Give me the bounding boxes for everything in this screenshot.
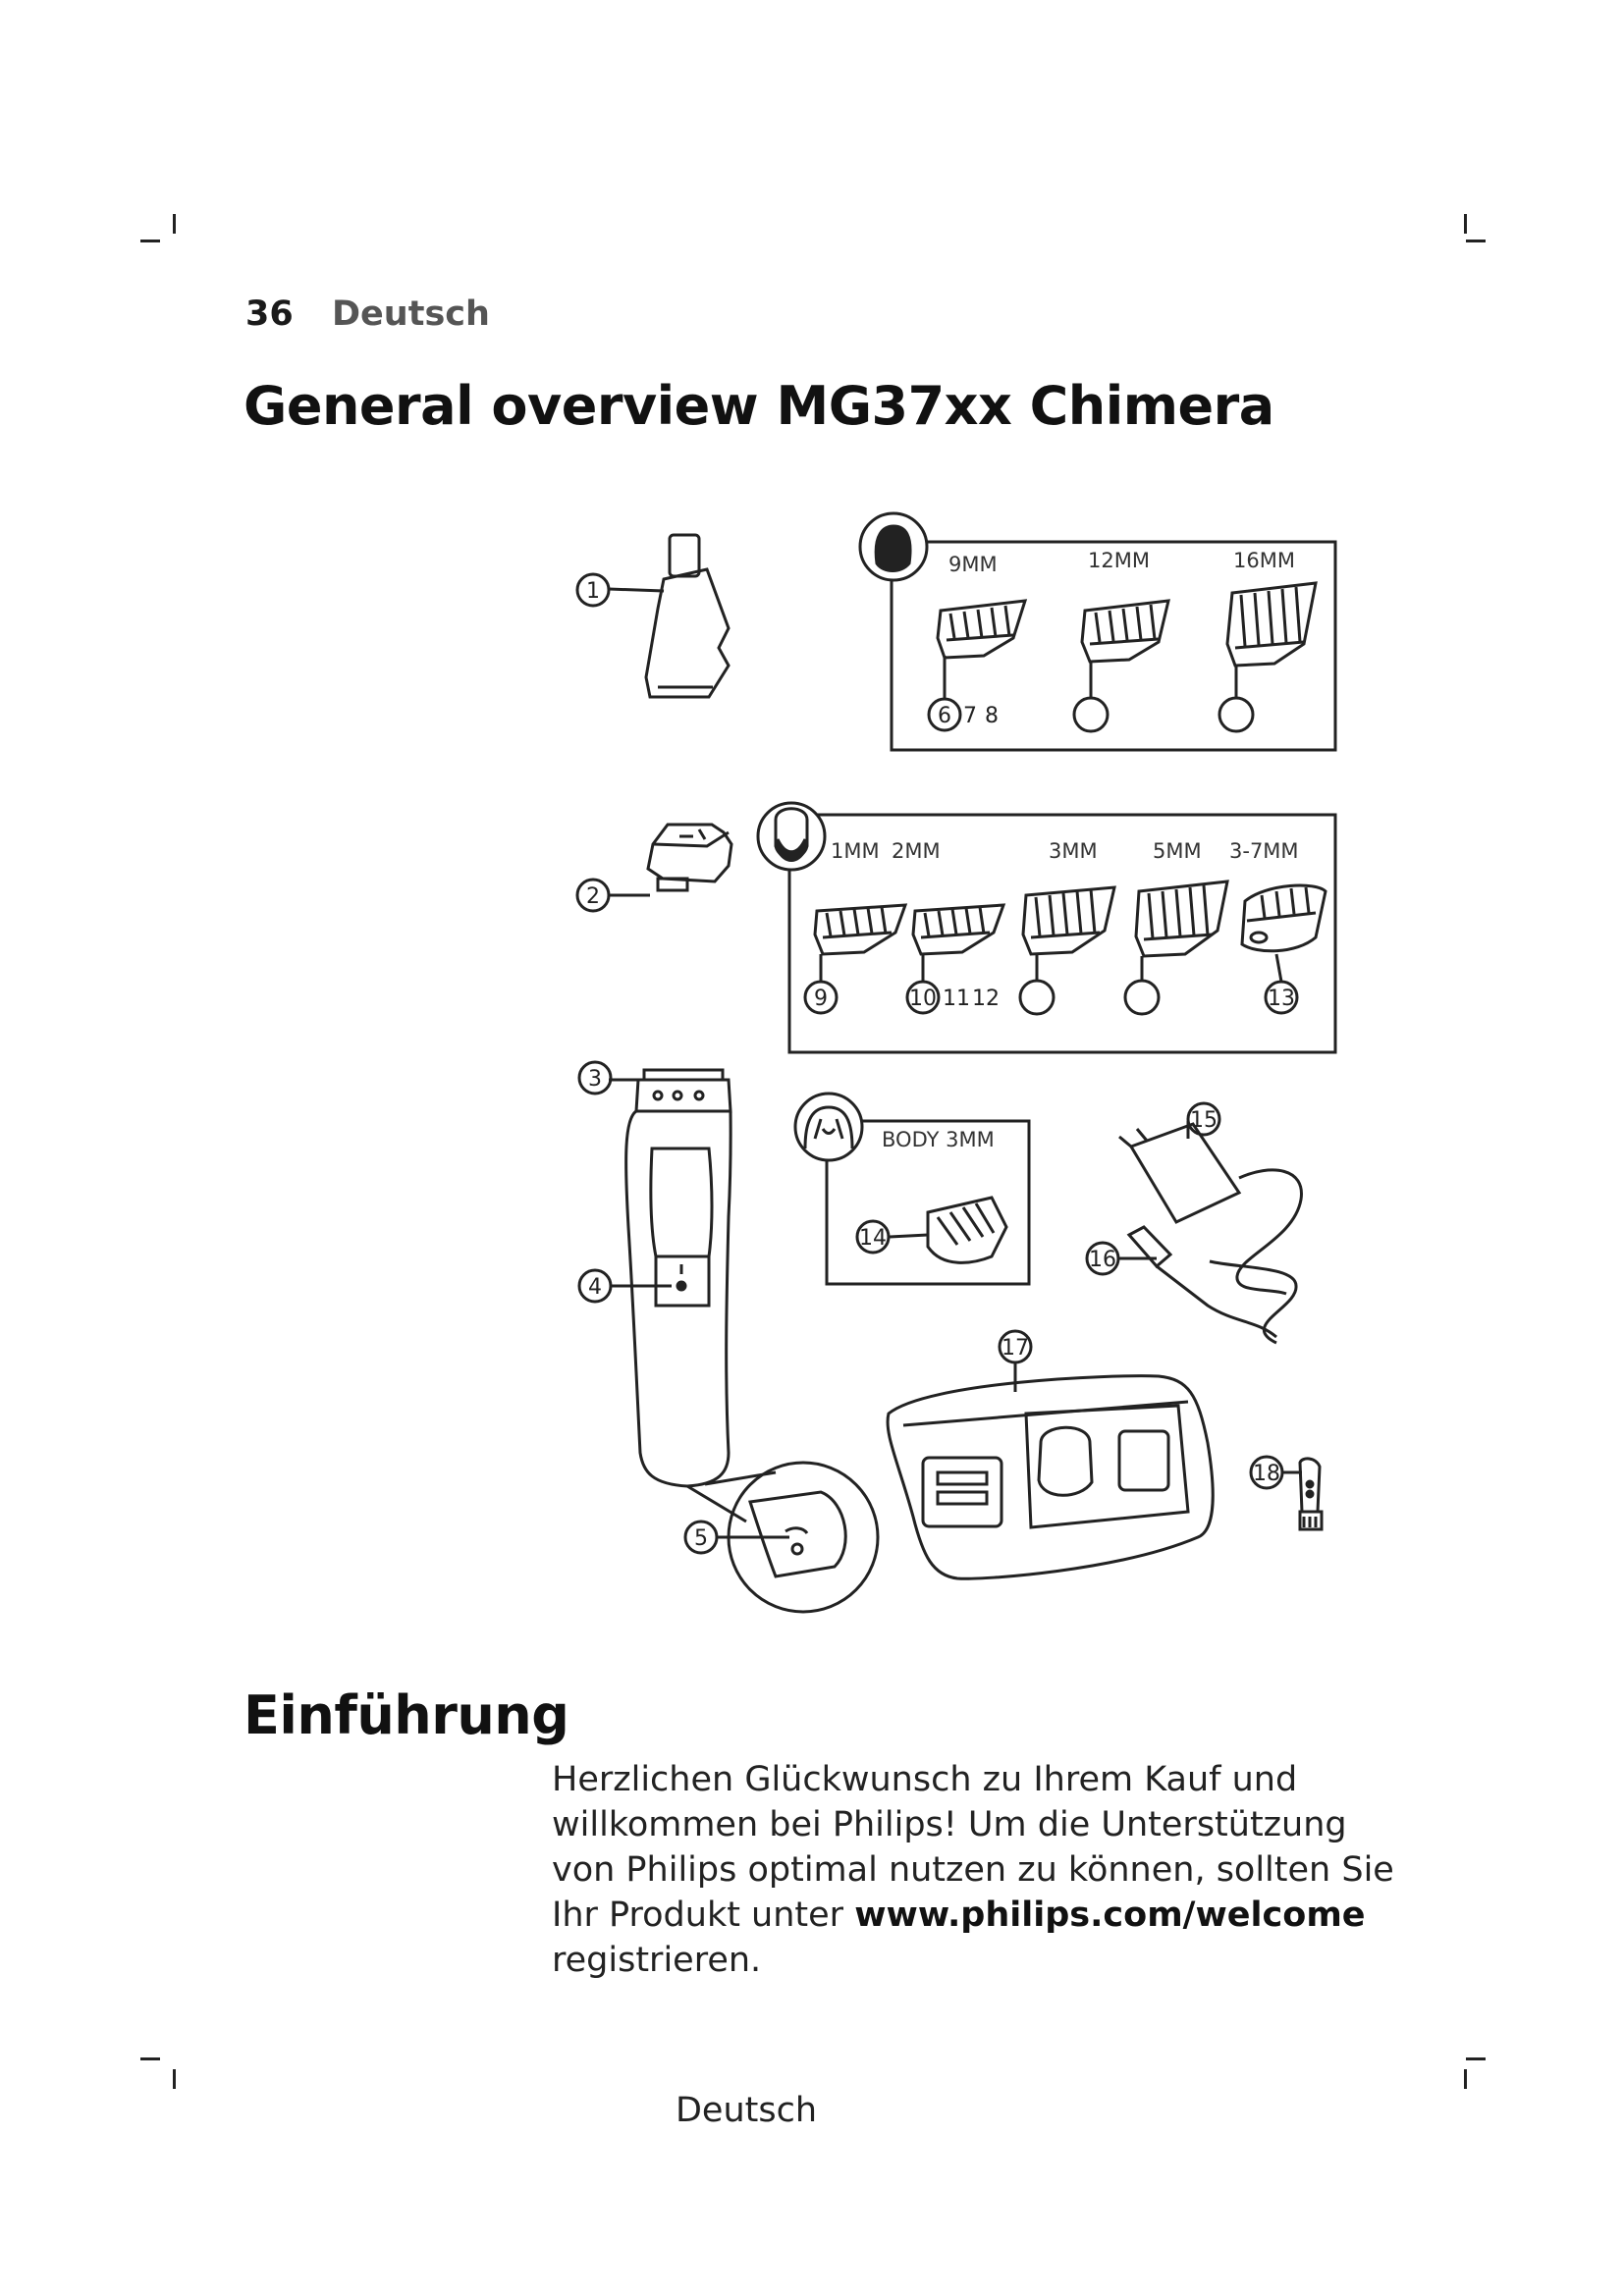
callout-15-label: 15 — [1190, 1108, 1218, 1133]
intro-title: Einführung — [244, 1684, 569, 1746]
footer-language: Deutsch — [675, 2091, 818, 2130]
intro-text-end: registrieren. — [552, 1941, 762, 1980]
callout-1-label: 1 — [586, 579, 600, 604]
comb-12mm-label: 12MM — [1088, 549, 1150, 572]
beard-icon — [758, 803, 825, 870]
comb-12-number: 12 — [972, 987, 1000, 1011]
comb-3-7mm-label: 3-7MM — [1229, 839, 1299, 863]
overview-title: General overview MG37xx Chimera — [244, 375, 1274, 437]
callout-16-label: 16 — [1089, 1248, 1116, 1272]
body-comb-label: BODY 3MM — [882, 1128, 995, 1151]
comb-6-shape — [938, 601, 1025, 658]
comb-9-number: 9 — [814, 987, 828, 1011]
comb-3mm-label: 3MM — [1049, 839, 1098, 863]
cleaning-brush — [1300, 1459, 1322, 1529]
comb-10-number: 10 — [909, 987, 937, 1011]
comb-12-shape — [1136, 881, 1227, 956]
comb-11-shape — [1023, 887, 1114, 954]
comb-9mm-label: 9MM — [948, 553, 998, 576]
page-number: 36 — [245, 294, 294, 334]
callout-3-label: 3 — [588, 1067, 602, 1092]
nose-trimmer-attachment — [646, 535, 729, 697]
power-adapter — [1119, 1124, 1301, 1343]
callout-5-label: 5 — [694, 1526, 708, 1551]
comb-13-number: 13 — [1268, 987, 1295, 1011]
precision-trimmer-attachment — [648, 825, 731, 890]
body-icon — [795, 1094, 862, 1160]
welcome-link[interactable]: www.philips.com/welcome — [854, 1896, 1366, 1935]
comb-8-shape — [1227, 583, 1316, 666]
page-language: Deutsch — [332, 294, 490, 334]
comb-16mm-label: 16MM — [1233, 549, 1295, 572]
comb-8-number: 8 — [985, 704, 999, 728]
comb-5mm-label: 5MM — [1153, 839, 1202, 863]
usb-cable — [1129, 1227, 1276, 1337]
intro-text: Herzlichen Glückwunsch zu Ihrem Kauf und willkommen bei Philips! Um die Unterstützung von Philips optimal nutzen zu können, sollten Sie Ihr Produkt unter — [552, 1760, 1394, 1935]
comb-7-shape — [1082, 601, 1168, 662]
head-icon — [860, 513, 927, 580]
comb-14-number: 14 — [859, 1226, 887, 1251]
comb-1mm-label: 1MM — [831, 839, 880, 863]
comb-13-shape — [1242, 885, 1326, 951]
callout-17-label: 17 — [1001, 1336, 1029, 1361]
storage-case — [888, 1376, 1213, 1579]
trimmer-handle — [626, 1070, 731, 1486]
comb-14-shape — [928, 1198, 1006, 1262]
comb-2mm-label: 2MM — [892, 839, 941, 863]
comb-11-number: 11 — [943, 987, 970, 1011]
comb-9-shape — [815, 905, 905, 954]
comb-10-shape — [913, 905, 1003, 954]
callout-18-label: 18 — [1253, 1462, 1280, 1486]
callout-4-label: 4 — [588, 1275, 602, 1300]
intro-paragraph — [552, 1757, 1396, 1983]
callout-2-label: 2 — [586, 884, 600, 909]
comb-7-number: 7 — [963, 704, 977, 728]
comb-6-number: 6 — [938, 704, 951, 728]
